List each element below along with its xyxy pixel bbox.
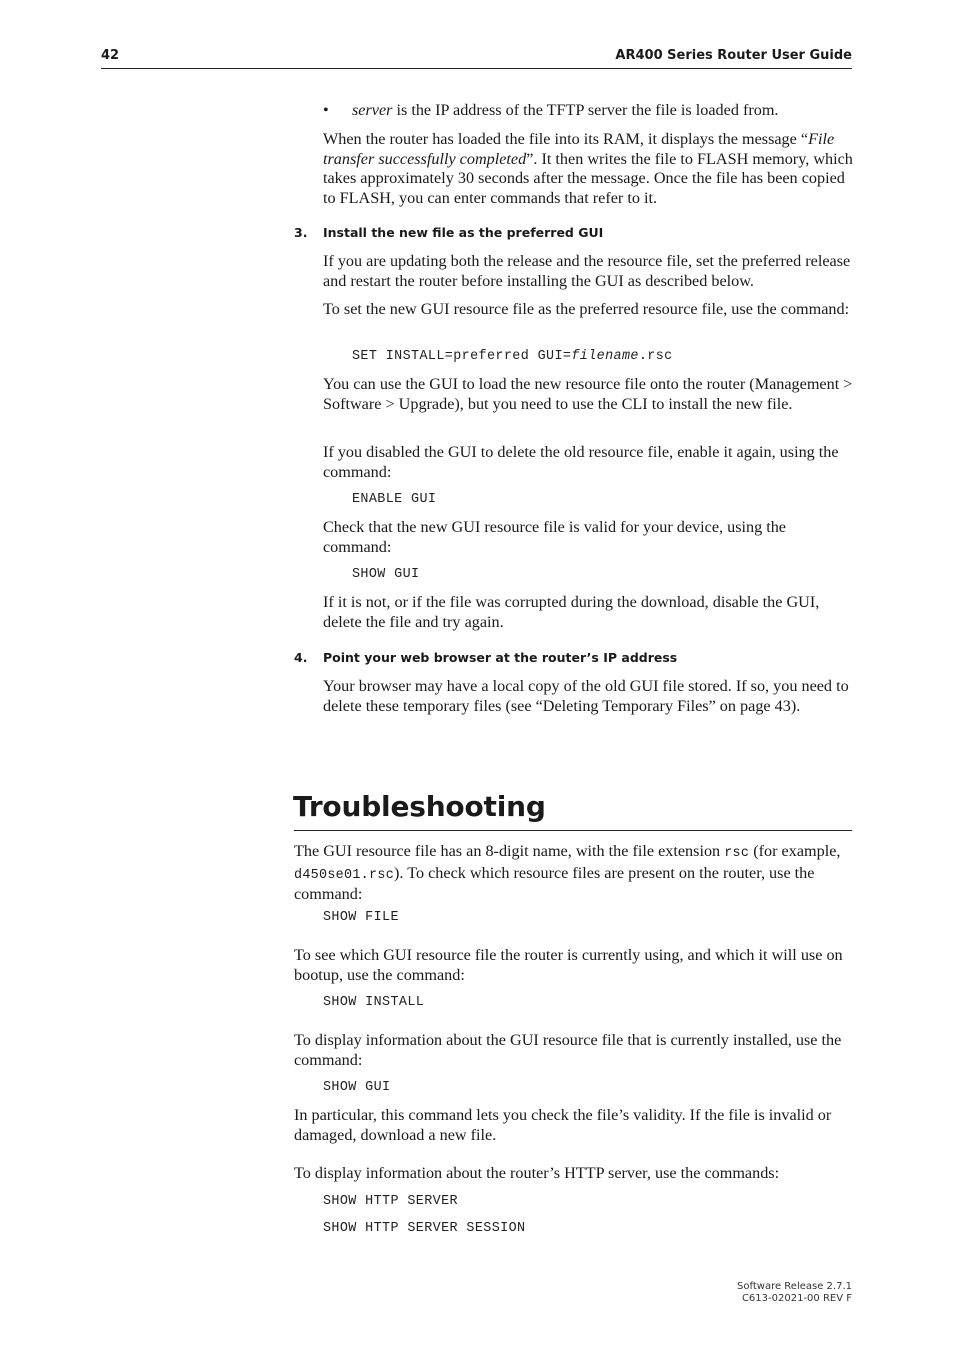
step-3-title: Install the new file as the preferred GUI <box>323 225 604 240</box>
section-heading-troubleshooting: Troubleshooting <box>293 790 546 823</box>
troubleshooting-para-5: To display information about the router’s HTTP server, use the commands: <box>294 1164 780 1182</box>
step-3-para-5: Check that the new GUI resource file is valid for your device, using the command: <box>323 518 786 556</box>
page-number: 42 <box>101 48 120 63</box>
command-set-install-prefix: SET INSTALL=preferred GUI= <box>352 349 572 364</box>
troubleshooting-para-4: In particular, this command lets you check the file’s validity. If the file is invalid or damaged, download a new file. <box>294 1106 832 1144</box>
bullet-server-item <box>352 101 852 121</box>
command-show-http-server: SHOW HTTP SERVER <box>323 1194 458 1209</box>
step-3-number: 3. <box>294 225 308 240</box>
command-show-http-server-session: SHOW HTTP SERVER SESSION <box>323 1221 526 1236</box>
command-enable-gui: ENABLE GUI <box>352 492 437 507</box>
command-show-file: SHOW FILE <box>323 910 399 925</box>
header-rule <box>101 68 852 69</box>
inline-code-example-filename: d450se01.rsc <box>294 867 395 883</box>
bullet-server-text: is the IP address of the TFTP server the file is loaded from. <box>392 101 779 119</box>
term-server: server <box>352 101 393 119</box>
transfer-message: File transfer successfully completed <box>323 130 835 168</box>
step-3-para-6: If it is not, or if the file was corrupted during the download, disable the GUI, delete the file and try again. <box>323 593 820 631</box>
footer-release: Software Release 2.7.1 <box>737 1281 852 1292</box>
command-show-install: SHOW INSTALL <box>323 995 425 1010</box>
step-4-para-1: Your browser may have a local copy of the old GUI file stored. If so, you need to delete these temporary files (see “Deleting Temporary Files” on page 43). <box>323 677 849 715</box>
troubleshooting-para-1-text-b: (for example, <box>749 842 841 860</box>
footer-doc-id: C613-02021-00 REV F <box>741 1293 852 1304</box>
bullet-marker: • <box>323 101 329 119</box>
running-header-title: AR400 Series Router User Guide <box>615 48 852 63</box>
troubleshooting-para-2: To see which GUI resource file the router is currently using, and which it will use on bootup, use the command: <box>294 946 843 984</box>
troubleshooting-para-1-text-c: ). To check which resource files are present on the router, use the command: <box>294 863 815 903</box>
troubleshooting-para-1 <box>294 842 859 905</box>
command-set-install-suffix: .rsc <box>638 349 673 364</box>
command-set-install <box>352 349 673 364</box>
troubleshooting-para-1-text-a: The GUI resource file has an 8-digit name, with the file extension <box>294 842 725 860</box>
command-show-gui: SHOW GUI <box>323 1080 391 1095</box>
command-show-gui-step3: SHOW GUI <box>352 567 420 582</box>
inline-code-extension: rsc <box>724 846 750 861</box>
ram-paragraph-text-1: When the router has loaded the file into its RAM, it displays the message “ <box>323 130 809 148</box>
ram-paragraph <box>323 130 858 208</box>
step-4-title: Point your web browser at the router’s IP address <box>323 650 678 665</box>
step-4-number: 4. <box>294 650 308 665</box>
command-filename-placeholder: filename <box>571 349 639 364</box>
step-3-para-2: To set the new GUI resource file as the preferred resource file, use the command: <box>323 300 850 318</box>
step-3-para-1: If you are updating both the release and the resource file, set the preferred release and restart the router before installing the GUI as described below. <box>323 252 851 290</box>
troubleshooting-para-3: To display information about the GUI resource file that is currently installed, use the command: <box>294 1031 842 1069</box>
step-3-para-3: You can use the GUI to load the new resource file onto the router (Management > Software > Upgrade), but you need to use the CLI to install the new file. <box>323 375 853 413</box>
step-3-para-4: If you disabled the GUI to delete the old resource file, enable it again, using the command: <box>323 443 839 481</box>
ram-paragraph-text-2: ”. It then writes the file to FLASH memory, which takes approximately 30 seconds after the message. Once the file has been copied to FLASH, you can enter commands that refer to it. <box>323 149 853 207</box>
section-heading-rule <box>294 830 852 831</box>
